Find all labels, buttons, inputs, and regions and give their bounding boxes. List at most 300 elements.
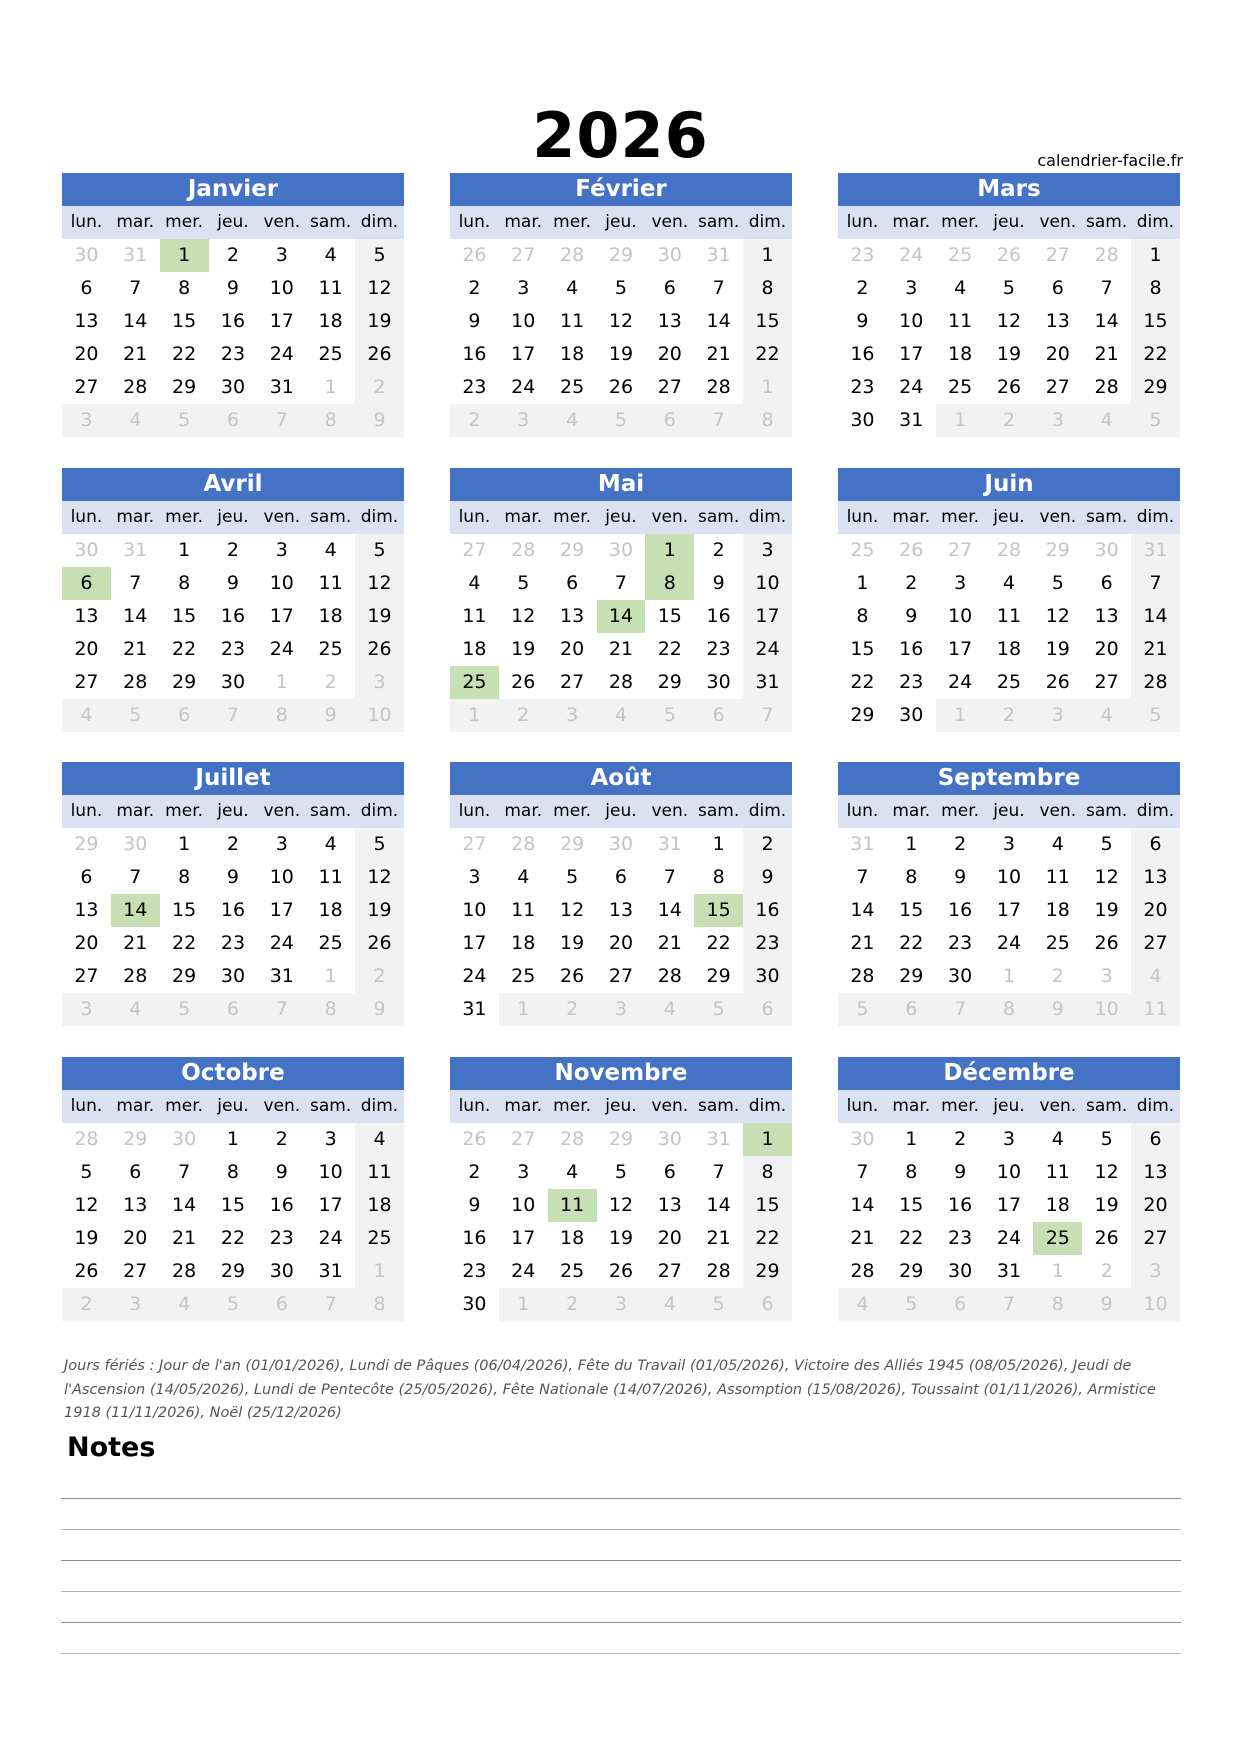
month-block xyxy=(62,762,404,1026)
day-cell: 30 xyxy=(269,1260,294,1282)
day-cell: 10 xyxy=(899,310,924,332)
week-row xyxy=(838,1156,1180,1189)
weekday-label: ven. xyxy=(651,212,689,232)
day-cell-other-month: 7 xyxy=(306,1288,355,1321)
day-cell-other-month: 3 xyxy=(597,993,646,1026)
weekday-label: mer. xyxy=(553,212,592,232)
month-name: Janvier xyxy=(62,173,404,206)
day-cell: 24 xyxy=(462,965,487,987)
weekday-header-row xyxy=(62,206,404,239)
site-label: calendrier-facile.fr xyxy=(1037,151,1183,170)
day-cell-other-month: 9 xyxy=(1082,1288,1131,1321)
notes-title: Notes xyxy=(67,1432,156,1463)
day-cell: 21 xyxy=(608,638,634,660)
week-row xyxy=(62,272,404,305)
day-cell: 6 xyxy=(1051,277,1064,299)
weekday-label: jeu. xyxy=(605,507,637,527)
weekday-label: mer. xyxy=(941,801,980,821)
weekday-label: lun. xyxy=(458,507,491,527)
day-cell: 26 xyxy=(1094,932,1119,954)
weekday-label: dim. xyxy=(748,212,787,232)
weekday-label: lun. xyxy=(70,212,103,232)
day-cell: 23 xyxy=(948,1227,973,1249)
day-cell: 2 xyxy=(905,572,918,594)
day-cell: 15 xyxy=(1131,305,1180,338)
day-cell-other-month: 30 xyxy=(657,1128,682,1150)
day-cell: 23 xyxy=(220,343,246,365)
day-cell: 30 xyxy=(948,1260,973,1282)
week-row xyxy=(838,1255,1180,1288)
week-row xyxy=(62,828,404,861)
day-cell: 28 xyxy=(172,1260,197,1282)
day-cell: 23 xyxy=(269,1227,294,1249)
weekday-label: dim. xyxy=(360,1096,399,1116)
day-cell-other-month: 5 xyxy=(887,1288,936,1321)
day-cell: 23 xyxy=(899,671,924,693)
day-cell-other-month: 6 xyxy=(694,699,743,732)
weekday-label: mer. xyxy=(553,507,592,527)
week-row xyxy=(450,927,792,960)
day-cell: 11 xyxy=(318,866,343,888)
day-cell-other-month: 6 xyxy=(887,993,936,1026)
day-cell: 9 xyxy=(954,1161,967,1183)
week-row xyxy=(838,338,1180,371)
day-cell-holiday: 25 xyxy=(450,666,499,699)
day-cell: 7 xyxy=(129,866,142,888)
day-cell: 16 xyxy=(948,1194,973,1216)
week-row xyxy=(838,239,1180,272)
day-cell: 1 xyxy=(226,1128,239,1150)
day-cell: 11 xyxy=(560,310,585,332)
week-row xyxy=(62,305,404,338)
day-cell: 1 xyxy=(1131,239,1180,272)
weekday-label: dim. xyxy=(748,1096,787,1116)
day-cell: 9 xyxy=(468,310,481,332)
day-cell: 20 xyxy=(608,932,634,954)
day-cell: 12 xyxy=(355,272,404,305)
day-cell: 19 xyxy=(355,305,404,338)
day-cell: 2 xyxy=(275,1128,288,1150)
day-cell: 1 xyxy=(905,833,918,855)
day-cell: 31 xyxy=(269,965,294,987)
day-cell: 2 xyxy=(954,833,967,855)
day-cell: 10 xyxy=(462,899,487,921)
day-cell-other-month: 25 xyxy=(850,539,875,561)
day-cell: 4 xyxy=(324,244,337,266)
note-line[interactable] xyxy=(61,1653,1181,1654)
day-cell: 19 xyxy=(560,932,585,954)
weekday-label: dim. xyxy=(748,801,787,821)
note-line[interactable] xyxy=(61,1560,1181,1561)
day-cell-other-month: 1 xyxy=(499,1288,548,1321)
day-cell: 12 xyxy=(511,605,536,627)
day-cell: 27 xyxy=(1131,927,1180,960)
weekday-label: dim. xyxy=(1136,507,1175,527)
week-row xyxy=(838,305,1180,338)
week-row xyxy=(838,1189,1180,1222)
week-row xyxy=(838,567,1180,600)
day-cell-other-month: 27 xyxy=(511,244,536,266)
day-cell: 12 xyxy=(74,1194,99,1216)
day-cell: 27 xyxy=(608,965,634,987)
day-cell-other-month: 5 xyxy=(111,699,160,732)
day-cell-other-month: 24 xyxy=(899,244,924,266)
day-cell: 26 xyxy=(608,376,634,398)
day-cell: 14 xyxy=(1094,310,1119,332)
month-name: Novembre xyxy=(450,1057,792,1090)
day-cell: 4 xyxy=(324,833,337,855)
day-cell: 20 xyxy=(657,1227,682,1249)
day-cell-other-month: 9 xyxy=(1033,993,1082,1026)
day-cell: 10 xyxy=(269,866,294,888)
holidays-note: Jours fériés : Jour de l'an (01/01/2026), Lundi de Pâques (06/04/2026), Fête du Travail (01/05/2026), Victoire des Alliés 1945 (08/05/2026), Jeudi de l'Ascension (14/05/2026), Lundi de Pentecôte (25/05/2026), Fête Nationale (14/07/2026), Assomption (15/08/2026), Toussaint (01/11/2026), Armistice 1918 (11/11/2026), Noël (25/12/2026) xyxy=(64,1358,1156,1421)
week-row xyxy=(838,699,1180,732)
day-cell: 20 xyxy=(1131,1189,1180,1222)
weekday-header-row xyxy=(450,1090,792,1123)
week-row xyxy=(62,404,404,437)
day-cell-other-month: 7 xyxy=(743,699,792,732)
day-cell: 30 xyxy=(220,965,246,987)
day-cell: 4 xyxy=(355,1123,404,1156)
week-row xyxy=(450,272,792,305)
day-cell-other-month: 30 xyxy=(172,1128,197,1150)
day-cell: 14 xyxy=(706,1194,731,1216)
week-row xyxy=(838,993,1180,1026)
day-cell-other-month: 1 xyxy=(1051,1260,1064,1282)
day-cell: 31 xyxy=(899,409,924,431)
week-row xyxy=(838,272,1180,305)
day-cell: 9 xyxy=(226,277,239,299)
week-row xyxy=(62,534,404,567)
day-cell: 3 xyxy=(1002,1128,1015,1150)
day-cell-other-month: 1 xyxy=(1002,965,1015,987)
week-row xyxy=(62,600,404,633)
day-cell-other-month: 28 xyxy=(74,1128,99,1150)
weekday-label: ven. xyxy=(263,507,301,527)
day-cell-other-month: 6 xyxy=(743,1288,792,1321)
day-cell-other-month: 7 xyxy=(936,993,985,1026)
day-cell: 7 xyxy=(129,277,142,299)
week-row xyxy=(450,1255,792,1288)
day-cell-other-month: 4 xyxy=(1131,960,1180,993)
day-cell: 8 xyxy=(743,272,792,305)
weekday-label: sam. xyxy=(1086,212,1128,232)
weekday-label: lun. xyxy=(70,1096,103,1116)
day-cell: 22 xyxy=(899,1227,924,1249)
day-cell: 22 xyxy=(1131,338,1180,371)
day-cell-other-month: 5 xyxy=(1131,404,1180,437)
day-cell-other-month: 28 xyxy=(996,539,1022,561)
day-cell: 29 xyxy=(172,376,197,398)
weekday-label: mar. xyxy=(892,507,931,527)
day-cell-other-month: 8 xyxy=(1033,1288,1082,1321)
weekday-label: mer. xyxy=(165,212,204,232)
day-cell: 6 xyxy=(80,277,93,299)
day-cell: 14 xyxy=(123,310,148,332)
day-cell: 15 xyxy=(172,605,197,627)
day-cell: 17 xyxy=(899,343,924,365)
day-cell: 28 xyxy=(123,376,148,398)
week-row xyxy=(62,567,404,600)
day-cell-other-month: 2 xyxy=(1100,1260,1113,1282)
week-row xyxy=(838,371,1180,404)
day-cell-holiday: 25 xyxy=(1033,1222,1082,1255)
day-cell-other-month: 29 xyxy=(608,1128,634,1150)
day-cell: 30 xyxy=(706,671,731,693)
day-cell-other-month: 6 xyxy=(936,1288,985,1321)
day-cell-holiday: 1 xyxy=(160,239,209,272)
weekday-label: sam. xyxy=(1086,1096,1128,1116)
week-row xyxy=(62,927,404,960)
weekday-header-row xyxy=(838,206,1180,239)
week-row xyxy=(450,1222,792,1255)
day-cell-other-month: 3 xyxy=(548,699,597,732)
day-cell: 28 xyxy=(850,965,875,987)
day-cell: 17 xyxy=(511,1227,536,1249)
day-cell-other-month: 6 xyxy=(257,1288,306,1321)
weekday-label: jeu. xyxy=(993,1096,1025,1116)
week-row xyxy=(450,894,792,927)
week-row xyxy=(838,828,1180,861)
month-name: Septembre xyxy=(838,762,1180,795)
week-row xyxy=(450,861,792,894)
year-title: 2026 xyxy=(532,99,709,172)
day-cell: 29 xyxy=(1131,371,1180,404)
day-cell-other-month: 4 xyxy=(111,404,160,437)
day-cell: 5 xyxy=(1100,1128,1113,1150)
day-cell: 25 xyxy=(318,638,343,660)
day-cell: 5 xyxy=(517,572,530,594)
note-line[interactable] xyxy=(61,1622,1181,1623)
day-cell: 1 xyxy=(743,239,792,272)
day-cell: 21 xyxy=(1094,343,1119,365)
day-cell: 19 xyxy=(608,1227,634,1249)
day-cell-other-month: 4 xyxy=(111,993,160,1026)
day-cell: 4 xyxy=(566,277,579,299)
day-cell: 23 xyxy=(706,638,731,660)
day-cell: 18 xyxy=(1045,899,1070,921)
weekday-label: lun. xyxy=(70,801,103,821)
day-cell-other-month: 10 xyxy=(355,699,404,732)
day-cell-other-month: 7 xyxy=(209,699,258,732)
day-cell: 8 xyxy=(178,572,191,594)
day-cell: 24 xyxy=(269,932,294,954)
day-cell-other-month: 29 xyxy=(560,833,585,855)
weekday-label: ven. xyxy=(263,1096,301,1116)
weekday-label: mar. xyxy=(892,212,931,232)
weekday-label: lun. xyxy=(458,801,491,821)
day-cell: 12 xyxy=(355,861,404,894)
day-cell: 21 xyxy=(172,1227,197,1249)
day-cell: 2 xyxy=(468,1161,481,1183)
day-cell: 27 xyxy=(1045,376,1070,398)
day-cell: 29 xyxy=(899,965,924,987)
day-cell: 13 xyxy=(1045,310,1070,332)
weekday-label: jeu. xyxy=(217,1096,249,1116)
weekday-label: mar. xyxy=(504,212,543,232)
week-row xyxy=(62,666,404,699)
day-cell: 12 xyxy=(1094,866,1119,888)
day-cell: 5 xyxy=(614,1161,627,1183)
day-cell: 4 xyxy=(1051,833,1064,855)
day-cell: 10 xyxy=(511,1194,536,1216)
weekday-label: mar. xyxy=(504,507,543,527)
weekday-label: lun. xyxy=(846,212,879,232)
day-cell: 8 xyxy=(178,866,191,888)
week-row xyxy=(62,1222,404,1255)
weekday-label: lun. xyxy=(70,507,103,527)
day-cell: 20 xyxy=(74,932,99,954)
day-cell: 21 xyxy=(706,343,731,365)
day-cell-other-month: 8 xyxy=(306,404,355,437)
weekday-label: dim. xyxy=(1136,212,1175,232)
day-cell: 16 xyxy=(948,899,973,921)
month-name: Mars xyxy=(838,173,1180,206)
weekday-label: dim. xyxy=(1136,1096,1175,1116)
day-cell-holiday: 8 xyxy=(645,567,694,600)
day-cell-other-month: 31 xyxy=(1131,534,1180,567)
day-cell: 31 xyxy=(318,1260,343,1282)
day-cell: 10 xyxy=(743,567,792,600)
weekday-label: mer. xyxy=(941,212,980,232)
day-cell: 28 xyxy=(706,376,731,398)
day-cell: 22 xyxy=(172,932,197,954)
weekday-header-row xyxy=(838,501,1180,534)
day-cell: 6 xyxy=(1131,1123,1180,1156)
note-line[interactable] xyxy=(61,1498,1181,1499)
weekday-label: jeu. xyxy=(993,801,1025,821)
weekday-label: mar. xyxy=(892,801,931,821)
day-cell: 15 xyxy=(743,305,792,338)
day-cell-other-month: 4 xyxy=(548,404,597,437)
day-cell: 21 xyxy=(1131,633,1180,666)
day-cell: 23 xyxy=(462,1260,487,1282)
day-cell: 7 xyxy=(614,572,627,594)
day-cell: 11 xyxy=(318,572,343,594)
day-cell: 3 xyxy=(905,277,918,299)
day-cell: 19 xyxy=(1094,899,1119,921)
week-row xyxy=(838,666,1180,699)
day-cell: 22 xyxy=(657,638,682,660)
day-cell: 17 xyxy=(511,343,536,365)
note-line[interactable] xyxy=(61,1529,1181,1530)
day-cell: 24 xyxy=(996,1227,1022,1249)
weekday-label: mer. xyxy=(941,1096,980,1116)
day-cell: 18 xyxy=(560,343,585,365)
day-cell: 7 xyxy=(129,572,142,594)
day-cell: 23 xyxy=(220,638,246,660)
day-cell: 25 xyxy=(318,932,343,954)
day-cell: 3 xyxy=(275,833,288,855)
day-cell: 25 xyxy=(511,965,536,987)
day-cell: 26 xyxy=(1094,1227,1119,1249)
day-cell-other-month: 27 xyxy=(948,539,973,561)
day-cell: 5 xyxy=(80,1161,93,1183)
day-cell: 12 xyxy=(560,899,585,921)
weekday-label: mer. xyxy=(165,1096,204,1116)
day-cell: 2 xyxy=(468,277,481,299)
weekday-label: mar. xyxy=(504,801,543,821)
day-cell: 25 xyxy=(355,1222,404,1255)
day-cell-other-month: 9 xyxy=(306,699,355,732)
day-cell: 16 xyxy=(462,343,487,365)
day-cell: 16 xyxy=(462,1227,487,1249)
day-cell: 18 xyxy=(462,638,487,660)
week-row xyxy=(62,699,404,732)
week-row xyxy=(62,1156,404,1189)
month-block xyxy=(62,468,404,732)
day-cell: 11 xyxy=(1045,866,1070,888)
day-cell: 30 xyxy=(220,671,246,693)
day-cell: 21 xyxy=(706,1227,731,1249)
day-cell-other-month: 31 xyxy=(657,833,682,855)
day-cell: 15 xyxy=(220,1194,246,1216)
day-cell: 7 xyxy=(1131,567,1180,600)
weekday-label: jeu. xyxy=(605,1096,637,1116)
day-cell: 25 xyxy=(560,376,585,398)
month-name: Février xyxy=(450,173,792,206)
day-cell: 29 xyxy=(657,671,682,693)
weekday-label: lun. xyxy=(458,1096,491,1116)
day-cell: 25 xyxy=(560,1260,585,1282)
weekday-header-row xyxy=(62,501,404,534)
day-cell: 1 xyxy=(905,1128,918,1150)
week-row xyxy=(62,239,404,272)
day-cell: 27 xyxy=(74,965,99,987)
day-cell: 1 xyxy=(712,833,725,855)
day-cell: 13 xyxy=(657,1194,682,1216)
weekday-header-row xyxy=(450,206,792,239)
weekday-label: ven. xyxy=(1039,801,1077,821)
day-cell: 10 xyxy=(269,572,294,594)
day-cell-other-month: 9 xyxy=(355,404,404,437)
day-cell-other-month: 5 xyxy=(160,993,209,1026)
day-cell: 13 xyxy=(1094,605,1119,627)
day-cell: 4 xyxy=(566,1161,579,1183)
weekday-label: jeu. xyxy=(217,212,249,232)
day-cell-other-month: 1 xyxy=(936,404,985,437)
weekday-label: jeu. xyxy=(217,507,249,527)
day-cell: 6 xyxy=(614,866,627,888)
weekday-label: mar. xyxy=(504,1096,543,1116)
weekday-label: sam. xyxy=(310,1096,352,1116)
day-cell: 28 xyxy=(1094,376,1119,398)
day-cell: 10 xyxy=(511,310,536,332)
day-cell: 9 xyxy=(226,866,239,888)
day-cell-other-month: 2 xyxy=(548,1288,597,1321)
day-cell: 10 xyxy=(948,605,973,627)
week-row xyxy=(838,960,1180,993)
day-cell-other-month: 29 xyxy=(74,833,99,855)
day-cell-other-month: 27 xyxy=(462,539,487,561)
day-cell-other-month: 27 xyxy=(462,833,487,855)
day-cell: 7 xyxy=(1100,277,1113,299)
day-cell: 19 xyxy=(511,638,536,660)
week-row xyxy=(62,1255,404,1288)
note-line[interactable] xyxy=(61,1591,1181,1592)
day-cell-other-month: 3 xyxy=(111,1288,160,1321)
day-cell: 25 xyxy=(996,671,1022,693)
day-cell: 25 xyxy=(948,376,973,398)
day-cell: 8 xyxy=(712,866,725,888)
day-cell: 14 xyxy=(706,310,731,332)
week-row xyxy=(62,1189,404,1222)
day-cell-other-month: 26 xyxy=(996,244,1022,266)
weekday-label: mer. xyxy=(165,801,204,821)
day-cell: 28 xyxy=(706,1260,731,1282)
day-cell: 29 xyxy=(706,965,731,987)
day-cell: 11 xyxy=(318,277,343,299)
